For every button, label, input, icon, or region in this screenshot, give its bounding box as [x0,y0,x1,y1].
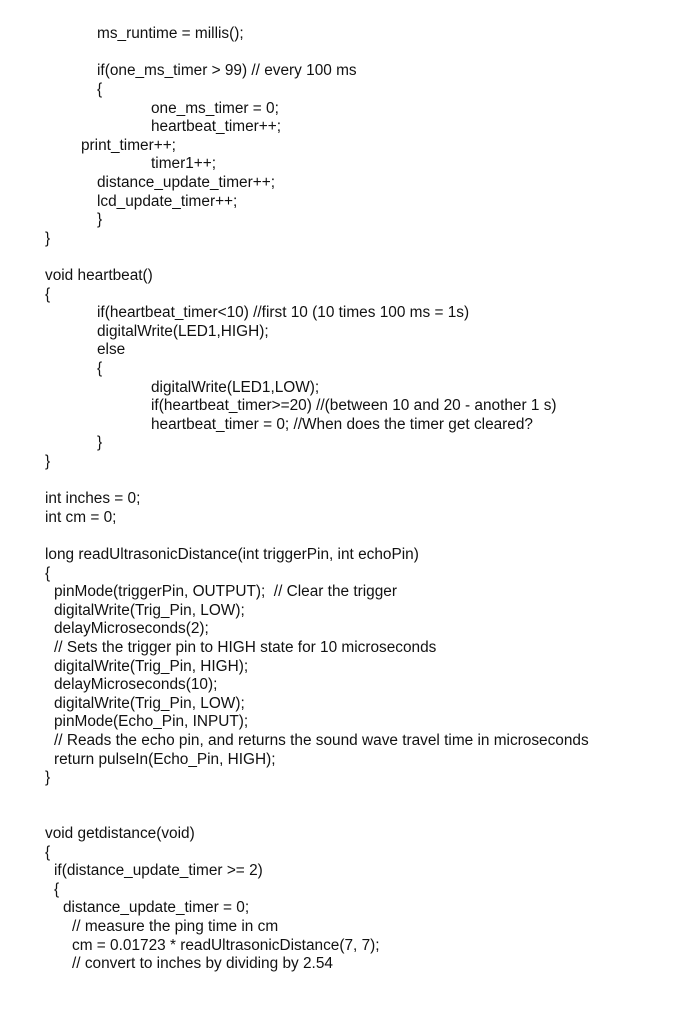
code-line: one_ms_timer = 0; [151,100,279,117]
code-line: ms_runtime = millis(); [97,25,244,42]
code-line: long readUltrasonicDistance(int triggerPin, int echoPin) [45,546,419,563]
code-line: digitalWrite(Trig_Pin, LOW); [54,602,245,619]
code-line: // measure the ping time in cm [72,918,279,935]
code-line: { [45,565,51,582]
code-line: void getdistance(void) [45,825,195,842]
code-line: } [45,769,51,786]
code-line: int inches = 0; [45,490,141,507]
code-line: { [54,881,60,898]
code-line: else [97,341,126,358]
code-line: } [45,453,51,470]
code-line: print_timer++; [81,137,176,154]
code-line: if(distance_update_timer >= 2) [54,862,263,879]
code-line: heartbeat_timer = 0; //When does the timer get cleared? [151,416,533,433]
code-line: lcd_update_timer++; [97,193,238,210]
code-line: { [97,81,103,98]
code-line: if(heartbeat_timer>=20) //(between 10 and 20 - another 1 s) [151,397,557,414]
code-line: { [97,360,103,377]
code-line: distance_update_timer = 0; [63,899,250,916]
code-line: pinMode(triggerPin, OUTPUT); // Clear the trigger [54,583,397,600]
code-line: // Reads the echo pin, and returns the sound wave travel time in microseconds [54,732,589,749]
code-line: pinMode(Echo_Pin, INPUT); [54,713,249,730]
code-line: } [45,230,51,247]
code-line: void heartbeat() [45,267,153,284]
code-line: delayMicroseconds(10); [54,676,218,693]
code-line: distance_update_timer++; [97,174,275,191]
code-line: cm = 0.01723 * readUltrasonicDistance(7, 7); [72,937,380,954]
code-line: digitalWrite(LED1,LOW); [151,379,320,396]
code-line: digitalWrite(Trig_Pin, HIGH); [54,658,249,675]
code-line: { [45,844,51,861]
code-line: } [97,434,103,451]
code-line: heartbeat_timer++; [151,118,282,135]
code-line: timer1++; [151,155,217,172]
code-line: digitalWrite(LED1,HIGH); [97,323,269,340]
code-line: int cm = 0; [45,509,117,526]
code-line: return pulseIn(Echo_Pin, HIGH); [54,751,276,768]
code-line: digitalWrite(Trig_Pin, LOW); [54,695,245,712]
code-line: // Sets the trigger pin to HIGH state for 10 microseconds [54,639,437,656]
code-line: if(one_ms_timer > 99) // every 100 ms [97,62,357,79]
code-line: if(heartbeat_timer<10) //first 10 (10 times 100 ms = 1s) [97,304,470,321]
code-line: } [97,211,103,228]
code-line: delayMicroseconds(2); [54,620,209,637]
code-line: { [45,286,51,303]
code-line: // convert to inches by dividing by 2.54 [72,955,333,972]
